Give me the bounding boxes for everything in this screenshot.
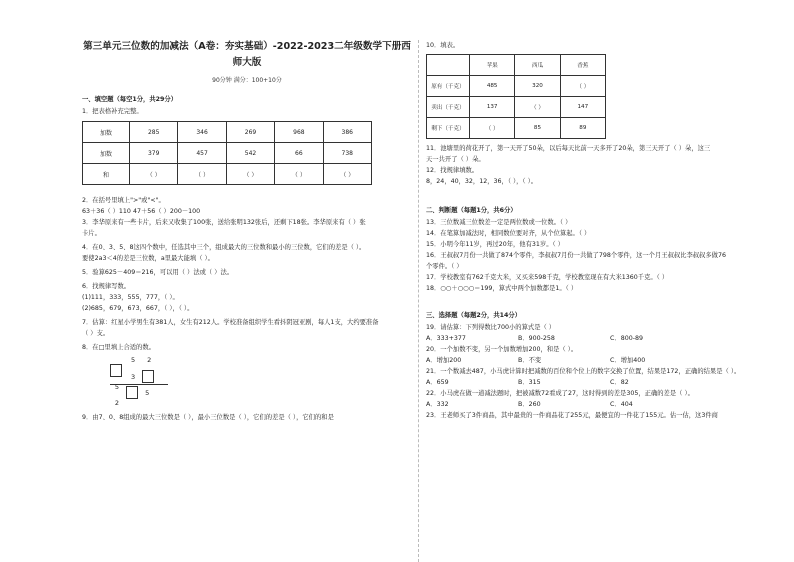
table-row xyxy=(427,97,606,118)
answer-blank[interactable]: （ ） xyxy=(323,164,371,185)
question-9: 9．由7、0、8组成的最大三位数是（ ），最小三位数是（ ），它们的差是（ ），它们的和是 xyxy=(82,414,334,421)
table-header xyxy=(427,55,470,76)
option-b[interactable]: B．900-258 xyxy=(518,335,555,342)
digit-blank[interactable] xyxy=(142,370,154,383)
answer-blank[interactable]: （ ） xyxy=(515,97,560,118)
question-6: 6．找规律写数。 xyxy=(82,283,131,290)
question-22: 22．小马虎在做一道减法题时，把被减数72看成了27，这时得到的差是305，正确的差是（ ）。 xyxy=(426,390,694,397)
vertical-row-3 xyxy=(110,384,168,407)
question-21: 21．一个数减去487，小马虎计算时把减数的百位和个位上的数字交换了位置，结果是172，正确的结果是（ ）。 xyxy=(426,368,741,375)
left-column xyxy=(82,0,412,423)
question-4: 4．在0、3、5、8这四个数中，任选其中三个，组成最大的三位数和最小的三位数，它们的差是（ ）。 xyxy=(82,244,366,251)
question-6-part-2: (2)685，679，673，667，（ ），（ ）。 xyxy=(82,305,194,312)
option-a[interactable]: A．333+377 xyxy=(426,335,466,342)
answer-blank[interactable]: （ ） xyxy=(130,164,178,185)
option-b[interactable]: B．315 xyxy=(518,379,541,386)
digit: 2 xyxy=(114,399,120,407)
answer-blank[interactable]: （ ） xyxy=(178,164,226,185)
option-c[interactable]: C．800-89 xyxy=(610,335,643,342)
question-7-cont: （ ）支。 xyxy=(82,330,110,337)
option-b[interactable]: B．不变 xyxy=(518,357,542,364)
vertical-row-2 xyxy=(110,370,170,391)
table-header-row xyxy=(427,55,606,76)
option-c[interactable]: C．增加400 xyxy=(610,357,646,364)
table-row-label: 加数 xyxy=(83,143,130,164)
vertical-row-1 xyxy=(110,356,170,370)
table-cell: 542 xyxy=(226,143,274,164)
table-cell: 85 xyxy=(515,118,560,139)
answer-blank[interactable]: （ ） xyxy=(470,118,515,139)
question-18: 18．○○＋○○○＝199，算式中两个加数都是1。（ ） xyxy=(426,285,578,292)
question-16: 16．王叔叔7月份一共做了874个零件，李叔叔7月份一共做了798个零件，这一个月王叔叔比李叔叔多做76 xyxy=(426,252,726,259)
question-19: 19．请估算：下列得数比700小的算式是（ ） xyxy=(426,324,556,331)
table-cell: 285 xyxy=(130,122,178,143)
question-1: 1．把表格补充完整。 xyxy=(82,108,143,115)
table-cell: 346 xyxy=(178,122,226,143)
table-cell: 66 xyxy=(275,143,323,164)
question-2: 2．在括号里填上">"或"<"。 xyxy=(82,197,165,204)
question-14: 14．在笔算加减法时，相同数位要对齐，从个位算起。（ ） xyxy=(426,230,591,237)
answer-blank[interactable]: （ ） xyxy=(560,76,605,97)
table-cell: 457 xyxy=(178,143,226,164)
question-20-options xyxy=(426,355,766,366)
question-22-options xyxy=(426,399,766,410)
fruit-table xyxy=(426,54,606,139)
answer-blank[interactable]: （ ） xyxy=(275,164,323,185)
question-11: 11．池塘里的荷花开了，第一天开了50朵，以后每天比前一天多开了20朵，第三天开了（ ）朵，这三 xyxy=(426,145,711,152)
section-fill-blank-heading: 一、填空题（每空1分，共29分） xyxy=(82,96,178,103)
title-line-2: 师大版 xyxy=(232,57,262,68)
table-cell: 320 xyxy=(515,76,560,97)
question-6-part-1: (1)111，333，555，777，（ ）。 xyxy=(82,294,179,301)
table-header: 苹果 xyxy=(470,55,515,76)
question-12-sequence: 8，24，40，32，12，36，（ ），（ ）。 xyxy=(426,178,538,185)
digit: 2 xyxy=(147,356,152,364)
digit: 5 xyxy=(145,388,150,397)
table-row xyxy=(83,143,372,164)
column-divider xyxy=(418,40,419,562)
question-21-options xyxy=(426,377,766,388)
table-cell: 968 xyxy=(275,122,323,143)
addition-table xyxy=(82,121,372,185)
option-a[interactable]: A．增加200 xyxy=(426,357,462,364)
question-3: 3．李华原来有一些卡片，后来又收集了100张，送给张明132张后，还剩下18张。李华原来有（ ）张 xyxy=(82,219,366,226)
digit-blank[interactable] xyxy=(126,386,138,399)
table-header: 西瓜 xyxy=(515,55,560,76)
question-10: 10．填表。 xyxy=(426,42,460,49)
table-header: 香蕉 xyxy=(560,55,605,76)
question-23: 23．王老师买了3件商品，其中最贵的一件商品花了255元，最便宜的一件花了155元。估一估，这3件商 xyxy=(426,412,718,419)
question-17: 17．学校教室有762千克大米，又买来598千克，学校教室现在有大米1360千克。（ ） xyxy=(426,274,669,281)
table-row-label: 加数 xyxy=(83,122,130,143)
section-true-false-heading: 二、判断题（每题1分，共6分） xyxy=(426,207,517,214)
page-title xyxy=(82,39,412,71)
question-5: 5．验算625－409＝216，可以用（ ）法或（ ）法。 xyxy=(82,269,234,276)
question-13: 13．三位数减三位数差一定是两位数或一位数。（ ） xyxy=(426,219,572,226)
digit: 5 xyxy=(131,356,136,364)
section-multiple-choice-heading: 三、选择题（每题2分，共14分） xyxy=(426,312,522,319)
table-row-label: 和 xyxy=(83,164,130,185)
title-line-1: 第三单元三位数的加减法（A卷：夯实基础）-2022-2023二年级数学下册西 xyxy=(83,41,411,52)
exam-subtitle: 90分钟 满分：100+10分 xyxy=(212,77,282,84)
table-row xyxy=(427,76,606,97)
option-b[interactable]: B．260 xyxy=(518,401,541,408)
option-c[interactable]: C．82 xyxy=(610,379,629,386)
table-cell: 147 xyxy=(560,97,605,118)
table-cell: 89 xyxy=(560,118,605,139)
question-7: 7．估算：红星小学男生有381人，女生有212人。学校准备组织学生看抖阴冠亚剧，每人1支，大约要准备 xyxy=(82,319,379,326)
question-16-cont: 个零件。（ ） xyxy=(426,263,463,270)
answer-blank[interactable]: （ ） xyxy=(226,164,274,185)
question-15: 15．小明今年11岁，再过20年，他有31岁。（ ） xyxy=(426,241,564,248)
question-2-items: 63＋36（ ）110 47＋56（ ）200－100 xyxy=(82,208,201,215)
question-12: 12．找规律填数。 xyxy=(426,167,479,174)
minus-sign: － xyxy=(113,372,121,381)
question-20: 20．一个加数不变，另一个加数增加200，和是（ ）。 xyxy=(426,346,578,353)
digit: 3 xyxy=(131,372,136,381)
option-a[interactable]: A．659 xyxy=(426,379,449,386)
table-cell: 269 xyxy=(226,122,274,143)
option-c[interactable]: C．404 xyxy=(610,401,633,408)
right-column xyxy=(426,0,766,421)
table-row-label: 原有（千克） xyxy=(427,76,470,97)
question-19-options xyxy=(426,333,766,344)
table-row xyxy=(83,122,372,143)
table-cell: 386 xyxy=(323,122,371,143)
table-row-label: 剩下（千克） xyxy=(427,118,470,139)
table-cell: 485 xyxy=(470,76,515,97)
table-cell: 137 xyxy=(470,97,515,118)
table-row xyxy=(427,118,606,139)
option-a[interactable]: A．332 xyxy=(426,401,449,408)
vertical-subtraction xyxy=(110,356,170,407)
question-11-cont: 天一共开了（ ）朵。 xyxy=(426,156,485,163)
digit: 5 xyxy=(114,383,120,391)
table-cell: 738 xyxy=(323,143,371,164)
question-8: 8．在□里填上合适的数。 xyxy=(82,344,155,351)
table-row xyxy=(83,164,372,185)
table-row-label: 卖出（千克） xyxy=(427,97,470,118)
question-4-cont: 要使2a3＜4的差是三位数，a里最大能填（ ）。 xyxy=(82,255,214,262)
question-3-cont: 卡片。 xyxy=(82,230,101,237)
table-cell: 379 xyxy=(130,143,178,164)
